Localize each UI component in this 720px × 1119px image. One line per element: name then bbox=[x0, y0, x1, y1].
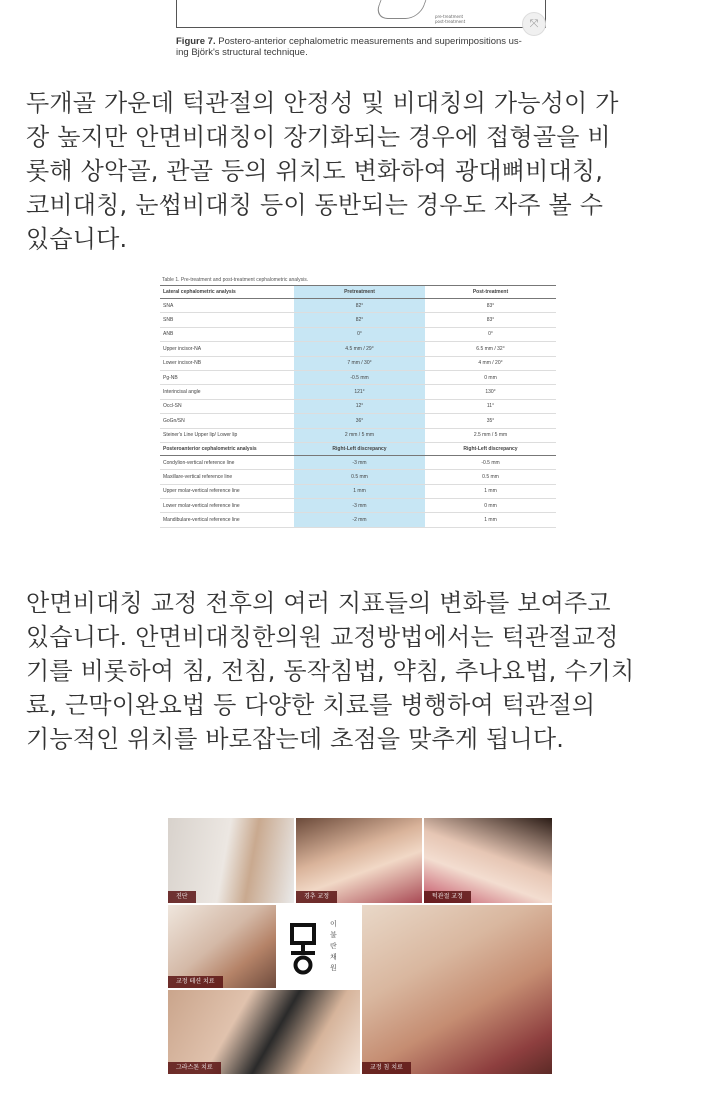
body-paragraph-2: 안면비대칭 교정 전후의 여러 지표들의 변화를 보여주고 있습니다. 안면비대칭한의원 교정방법에서는 턱관절교정 기를 비롯하여 침, 전침, 동작침법, 약침, 추나요법, 수기치 료, 근막이완요법 등 다양한 치료를 병행하여 턱관절의 기능적인 위치를 바로잡는데 초점을 맞추게 됩니다. bbox=[26, 589, 635, 753]
cephalometric-table bbox=[160, 276, 558, 524]
table-cell: 82° bbox=[294, 313, 425, 327]
table-row bbox=[160, 299, 556, 313]
table-cell: Pg-NB bbox=[160, 370, 294, 384]
table-cell: GoGn/SN bbox=[160, 414, 294, 428]
photo-tmj-correction bbox=[424, 818, 552, 903]
table-cell: -2 mm bbox=[294, 513, 425, 527]
table-cell: Upper incisor-NA bbox=[160, 342, 294, 356]
photo-label: 교정 테션 치료 bbox=[168, 976, 223, 988]
table-header-row bbox=[160, 286, 556, 299]
table-row bbox=[160, 342, 556, 356]
table-cell: 0 mm bbox=[425, 370, 556, 384]
table-row bbox=[160, 327, 556, 341]
table-row bbox=[160, 356, 556, 370]
table-header-row bbox=[160, 442, 556, 455]
table-cell: Condylion-vertical reference line bbox=[160, 455, 294, 469]
table-row bbox=[160, 484, 556, 498]
table-cell: 7 mm / 30° bbox=[294, 356, 425, 370]
table-row bbox=[160, 499, 556, 513]
table-row bbox=[160, 385, 556, 399]
table-cell: 1 mm bbox=[294, 484, 425, 498]
table-cell: 1 mm bbox=[425, 484, 556, 498]
table-cell: Mandibulare-vertical reference line bbox=[160, 513, 294, 527]
table-cell: 83° bbox=[425, 313, 556, 327]
table-cell: 0.5 mm bbox=[425, 470, 556, 484]
table-caption: Table 1. Pre-treatment and post-treatment cephalometric analysis. bbox=[162, 277, 309, 283]
table-cell: 130° bbox=[425, 385, 556, 399]
photo-label: 턱관절 교정 bbox=[424, 891, 471, 903]
table-cell: Lower incisor-NB bbox=[160, 356, 294, 370]
table-header-cell: Post-treatment bbox=[425, 286, 556, 299]
table-cell: 2.5 mm / 5 mm bbox=[425, 428, 556, 442]
table-cell: Interincisal angle bbox=[160, 385, 294, 399]
legend-line: post-treatment bbox=[435, 19, 466, 24]
table-row bbox=[160, 455, 556, 469]
photo-label: 진단 bbox=[168, 891, 196, 903]
table-cell: SNA bbox=[160, 299, 294, 313]
photo-graston-therapy bbox=[168, 990, 360, 1074]
table-cell: 2 mm / 5 mm bbox=[294, 428, 425, 442]
photo-label: 그라스톤 치료 bbox=[168, 1062, 221, 1074]
table-cell: Occl-SN bbox=[160, 399, 294, 413]
photo-label: 교정 침 치료 bbox=[362, 1062, 411, 1074]
photo-acupuncture bbox=[362, 905, 552, 1074]
table-cell: -3 mm bbox=[294, 455, 425, 469]
legend-line: pre-treatment bbox=[435, 14, 464, 19]
table-row bbox=[160, 414, 556, 428]
table-row bbox=[160, 513, 556, 527]
table-cell: Maxillare-vertical reference line bbox=[160, 470, 294, 484]
photo-cervical-correction bbox=[296, 818, 422, 903]
table-cell: Upper molar-vertical reference line bbox=[160, 484, 294, 498]
figure-caption bbox=[176, 36, 556, 58]
table-header-cell: Posteroanterior cephalometric analysis bbox=[160, 442, 294, 455]
table-cell: 35° bbox=[425, 414, 556, 428]
figure-caption-label: Figure 7. bbox=[176, 36, 216, 47]
table-cell: 11° bbox=[425, 399, 556, 413]
table-cell: 4 mm / 20° bbox=[425, 356, 556, 370]
table-cell: -0.5 mm bbox=[425, 455, 556, 469]
treatment-photo-collage bbox=[168, 818, 552, 1074]
table-header-cell: Right-Left discrepancy bbox=[294, 442, 425, 455]
figure-frame bbox=[176, 0, 546, 28]
table-cell: SNB bbox=[160, 313, 294, 327]
figure-legend bbox=[435, 14, 465, 24]
table-cell: 4.5 mm / 29° bbox=[294, 342, 425, 356]
analysis-table bbox=[160, 285, 556, 528]
table-row bbox=[160, 428, 556, 442]
photo-label: 경추 교정 bbox=[296, 891, 337, 903]
table-row bbox=[160, 399, 556, 413]
table-cell: 83° bbox=[425, 299, 556, 313]
body-paragraph-1: 두개골 가운데 턱관절의 안정성 및 비대칭의 가능성이 가 장 높지만 안면비대칭이 장기화되는 경우에 접형골을 비 롯해 상악골, 관골 등의 위치도 변화하여 광대뼈비대칭, 코비대칭, 눈썹비대칭 등이 동반되는 경우도 자주 볼 수 있습니다. bbox=[26, 89, 619, 253]
table-row bbox=[160, 370, 556, 384]
table-row bbox=[160, 470, 556, 484]
table-cell: Lower molar-vertical reference line bbox=[160, 499, 294, 513]
table-header-cell: Pretreatment bbox=[294, 286, 425, 299]
logo-text: 이 불 란 채 원 bbox=[330, 920, 337, 972]
table-header-cell: Lateral cephalometric analysis bbox=[160, 286, 294, 299]
table-cell: 0° bbox=[294, 327, 425, 341]
table-cell: -3 mm bbox=[294, 499, 425, 513]
logo-icon bbox=[290, 923, 316, 975]
table-cell: 6.5 mm / 32° bbox=[425, 342, 556, 356]
table-cell: 0.5 mm bbox=[294, 470, 425, 484]
table-cell: -0.5 mm bbox=[294, 370, 425, 384]
table-row bbox=[160, 313, 556, 327]
table-cell: 82° bbox=[294, 299, 425, 313]
figure-superimposition-shape bbox=[374, 0, 427, 19]
table-header-cell: Right-Left discrepancy bbox=[425, 442, 556, 455]
table-cell: 0° bbox=[425, 327, 556, 341]
table-cell: 36° bbox=[294, 414, 425, 428]
table-cell: 0 mm bbox=[425, 499, 556, 513]
clinic-logo bbox=[278, 905, 360, 988]
photo-diagnosis bbox=[168, 818, 294, 903]
expand-icon[interactable]: ⤧ bbox=[522, 12, 546, 36]
table-cell: Steiner's Line Upper lip/ Lower lip bbox=[160, 428, 294, 442]
table-cell: 121° bbox=[294, 385, 425, 399]
photo-tension-therapy bbox=[168, 905, 276, 988]
table-cell: ANB bbox=[160, 327, 294, 341]
figure-caption-text: Postero-anterior cephalometric measurements and superimpositions us- ing Björk's structural technique. bbox=[176, 36, 522, 58]
table-cell: 12° bbox=[294, 399, 425, 413]
table-cell: 1 mm bbox=[425, 513, 556, 527]
